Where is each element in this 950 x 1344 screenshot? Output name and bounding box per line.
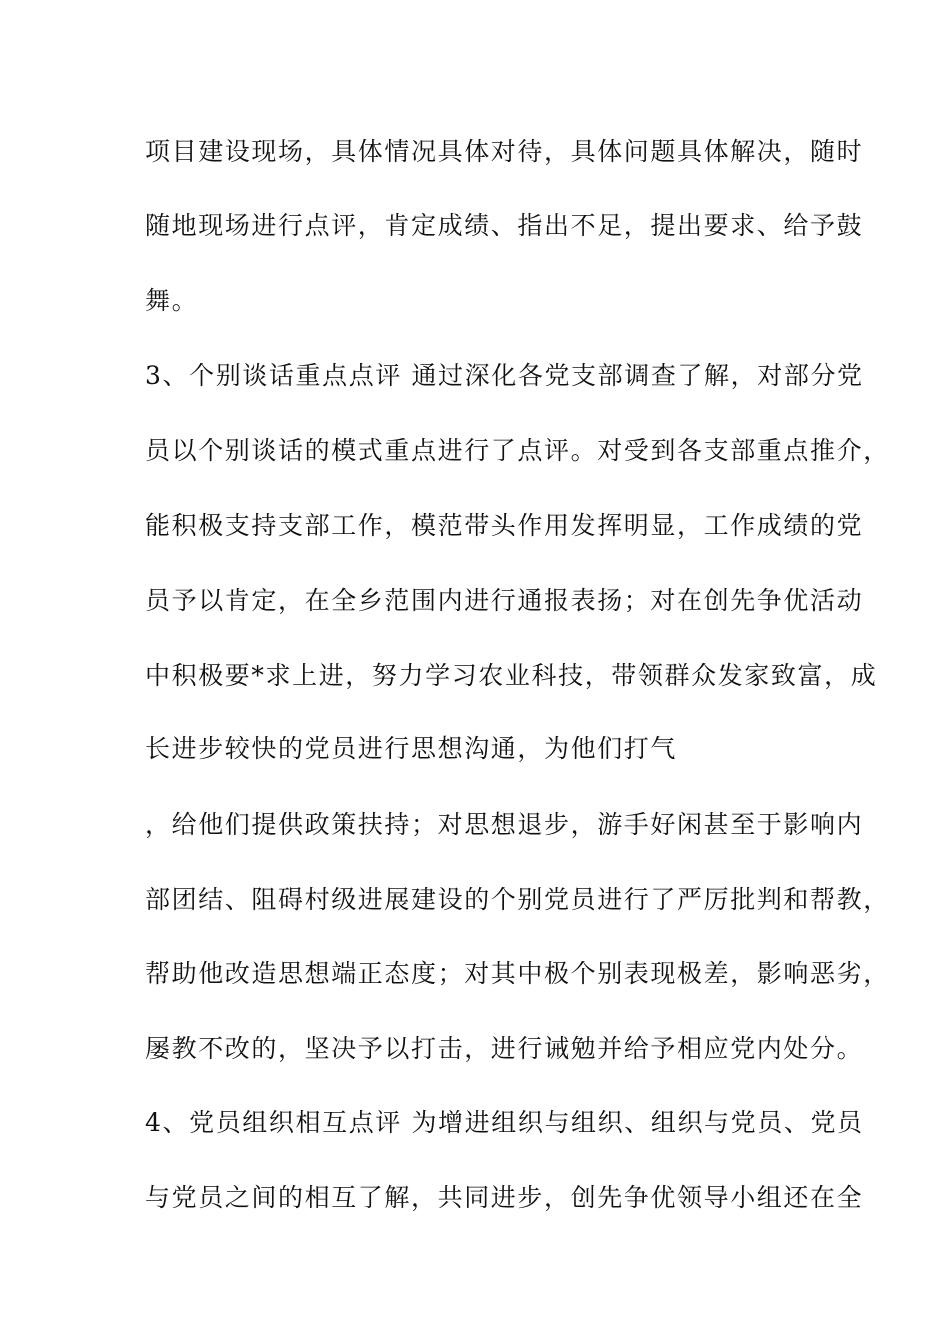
text-line: 随地现场进行点评，肯定成绩、指出不足，提出要求、给予鼓: [145, 211, 864, 240]
text-line: 舞。: [145, 286, 199, 315]
text-line: ，给他们提供政策扶持；对思想退步，游手好闲甚至于影响内: [145, 810, 864, 839]
text-line: 中积极要*求上进，努力学习农业科技，带领群众发家致富，成: [145, 661, 878, 690]
text-line: 帮助他改造思想端正态度；对其中极个别表现极差，影响恶劣，: [145, 959, 890, 988]
section-heading-line: 3、个别谈话重点点评 通过深化各党支部调查了解，对部分党: [145, 361, 864, 390]
section-heading-line: 4、党员组织相互点评 为增进组织与组织、组织与党员、党员: [145, 1108, 864, 1137]
text-line: 与党员之间的相互了解，共同进步，创先争优领导小组还在全: [145, 1183, 864, 1212]
text-line: 长进步较快的党员进行思想沟通，为他们打气: [145, 734, 678, 763]
text-line: 员予以肯定，在全乡范围内进行通报表扬；对在创先争优活动: [145, 586, 864, 615]
text-line: 项目建设现场，具体情况具体对待，具体问题具体解决，随时: [145, 137, 864, 166]
text-line: 屡教不改的，坚决予以打击，进行诫勉并给予相应党内处分。: [145, 1034, 864, 1063]
text-line: 员以个别谈话的模式重点进行了点评。对受到各支部重点推介，: [145, 436, 890, 465]
text-line: 能积极支持支部工作，模范带头作用发挥明显，工作成绩的党: [145, 511, 864, 540]
text-line: 部团结、阻碍村级进展建设的个别党员进行了严厉批判和帮教，: [145, 885, 890, 914]
